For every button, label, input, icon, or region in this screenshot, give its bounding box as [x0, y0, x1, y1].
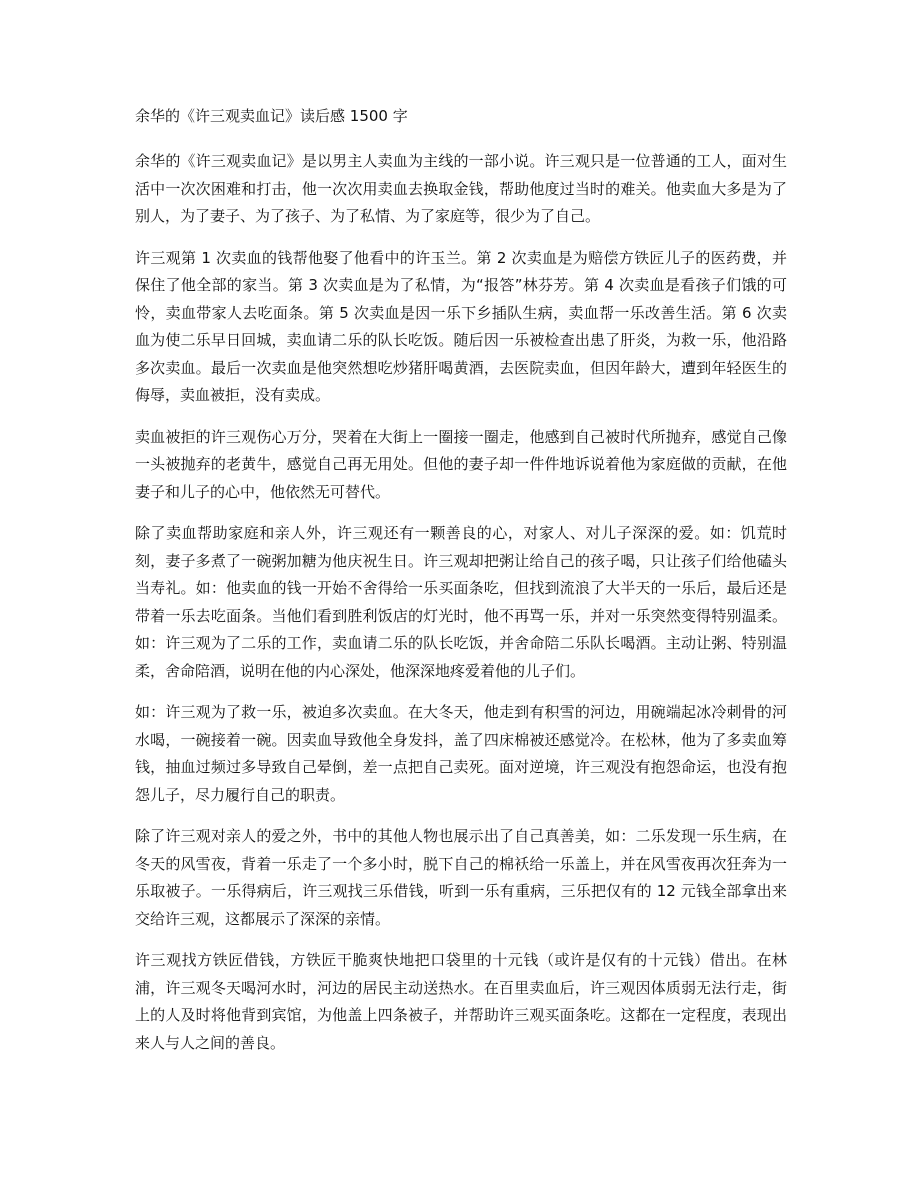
- paragraph-6: 除了许三观对亲人的爱之外，书中的其他人物也展示出了自己真善美，如：二乐发现一乐生病，在冬天的风雪夜，背着一乐走了一个多小时，脱下自己的棉袄给一乐盖上，并在风雪夜再次狂奔为一乐取被子。一乐得病后，许三观找三乐借钱，听到一乐有重病，三乐把仅有的 12 元钱全部拿出来交给许三观，这都展示了深深的亲情。: [135, 827, 787, 928]
- paragraph-7: 许三观找方铁匠借钱，方铁匠干脆爽快地把口袋里的十元钱（或许是仅有的十元钱）借出。在林浦，许三观冬天喝河水时，河边的居民主动送热水。在百里卖血后，许三观因体质弱无法行走，街上的人及时将他背到宾馆，为他盖上四条被子，并帮助许三观买面条吃。这都在一定程度，表现出来人与人之间的善良。: [135, 951, 787, 1052]
- paragraph-4: 除了卖血帮助家庭和亲人外，许三观还有一颗善良的心，对家人、对儿子深深的爱。如：饥荒时刻，妻子多煮了一碗粥加糖为他庆祝生日。许三观却把粥让给自己的孩子喝，只让孩子们给他磕头当寿礼。如：他卖血的钱一开始不舍得给一乐买面条吃，但找到流浪了大半天的一乐后，最后还是带着一乐去吃面条。当他们看到胜利饭店的灯光时，他不再骂一乐，并对一乐突然变得特别温柔。如：许三观为了二乐的工作，卖血请二乐的队长吃饭，并舍命陪二乐队长喝酒。主动让粥、特别温柔，舍命陪酒，说明在他的内心深处，他深深地疼爱着他的儿子们。: [135, 524, 787, 680]
- paragraph-3: 卖血被拒的许三观伤心万分，哭着在大街上一圈接一圈走，他感到自己被时代所抛弃，感觉自己像一头被抛弃的老黄牛，感觉自己再无用处。但他的妻子却一件件地诉说着他为家庭做的贡献，在他妻子和儿子的心中，他依然无可替代。: [135, 427, 787, 501]
- paragraph-2: 许三观第 1 次卖血的钱帮他娶了他看中的许玉兰。第 2 次卖血是为赔偿方铁匠儿子的医药费，并保住了他全部的家当。第 3 次卖血是为了私情，为“报答”林芬芳。第 4 次卖血是看孩子们饿的可怜，卖血带家人去吃面条。第 5 次卖血是因一乐下乡插队生病，卖血帮一乐改善生活。第 6 次卖血为使二乐早日回城，卖血请二乐的队长吃饭。随后因一乐被检查出患了肝炎，为救一乐，他沿路多次卖血。最后一次卖血是他突然想吃炒猪肝喝黄酒，去医院卖血，但因年龄大，遭到年轻医生的侮辱，卖血被拒，没有卖成。: [135, 248, 787, 404]
- document-title: 余华的《许三观卖血记》读后感 1500 字: [135, 107, 408, 125]
- paragraph-5: 如：许三观为了救一乐，被迫多次卖血。在大冬天，他走到有积雪的河边，用碗端起冰冷刺骨的河水喝，一碗接着一碗。因卖血导致他全身发抖，盖了四床棉被还感觉冷。在松林，他为了多卖血筹钱，抽血过频过多导致自己晕倒，差一点把自己卖死。面对逆境，许三观没有抱怨命运，也没有抱怨儿子，尽力履行自己的职责。: [135, 703, 787, 804]
- document-page: [135, 103, 787, 1071]
- paragraph-1: 余华的《许三观卖血记》是以男主人卖血为主线的一部小说。许三观只是一位普通的工人，面对生活中一次次困难和打击，他一次次用卖血去换取金钱，帮助他度过当时的难关。他卖血大多是为了别人，为了妻子、为了孩子、为了私情、为了家庭等，很少为了自己。: [135, 152, 787, 225]
